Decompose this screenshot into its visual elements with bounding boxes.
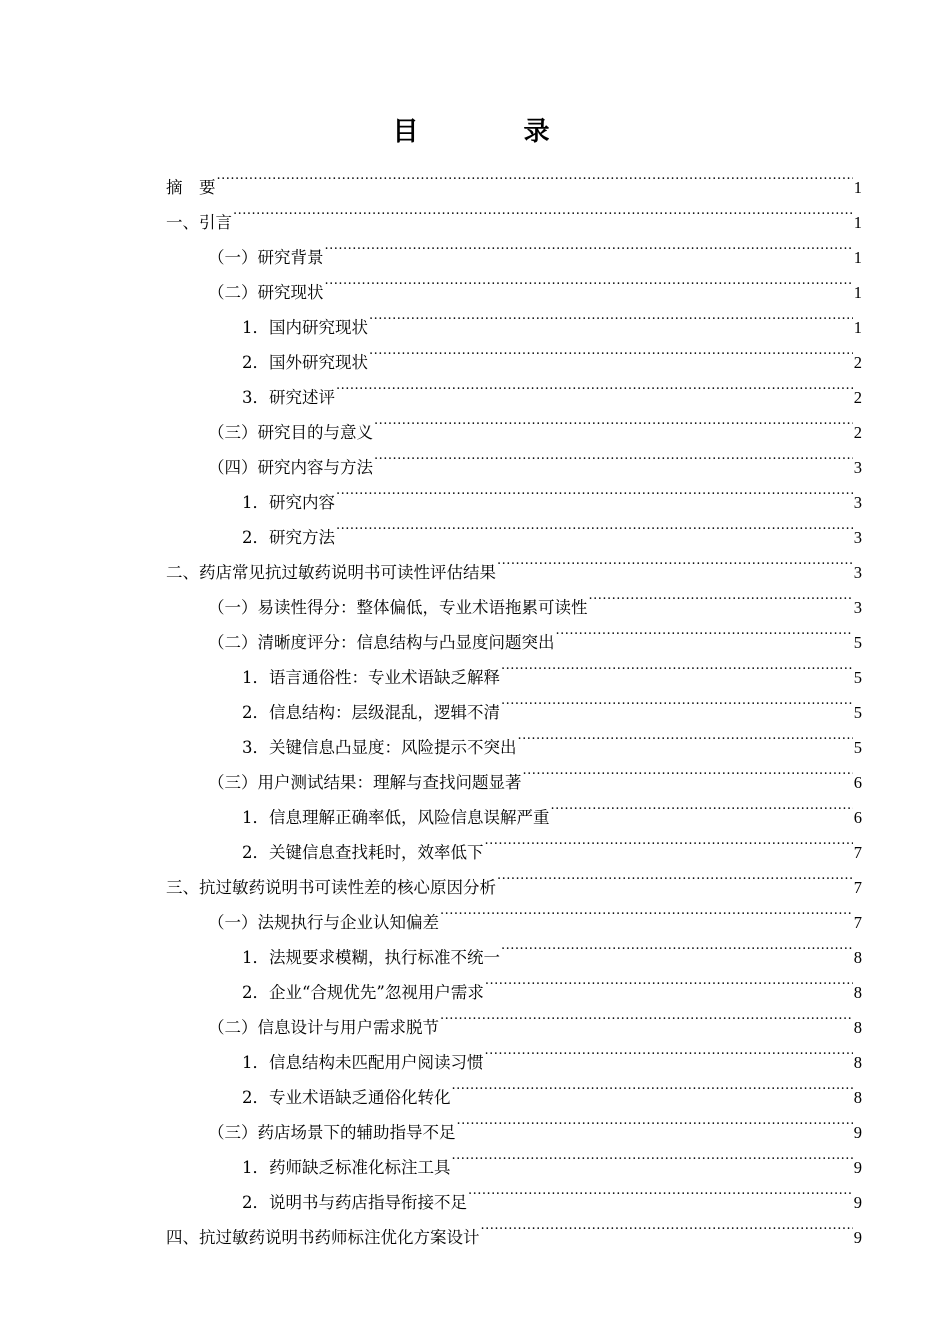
dot-leader [485, 823, 853, 858]
toc-entry-page-number: 3 [853, 528, 862, 547]
toc-entry-label: 1．信息理解正确率低，风险信息误解严重 [242, 808, 550, 827]
toc-entry-label: 二、药店常见抗过敏药说明书可读性评估结果 [166, 563, 496, 582]
toc-entry-label: 一、引言 [166, 213, 232, 232]
dot-leader [217, 158, 853, 193]
toc-entry-label: （二）研究现状 [208, 283, 324, 302]
dot-leader [336, 368, 853, 403]
toc-entry-label: 1．国内研究现状 [242, 318, 368, 337]
dot-leader [481, 1208, 853, 1243]
dot-leader [468, 1173, 853, 1208]
dot-leader [233, 193, 853, 228]
toc-entry-page-number: 1 [853, 318, 862, 337]
dot-leader [452, 1138, 853, 1173]
toc-entry-page-number: 1 [853, 283, 862, 302]
dot-leader [325, 263, 853, 298]
toc-entry-label: 1．语言通俗性：专业术语缺乏解释 [242, 668, 500, 687]
toc-entry-label: （三）用户测试结果：理解与查找问题显著 [208, 773, 522, 792]
toc-entry-page-number: 8 [853, 1053, 862, 1072]
dot-leader [440, 998, 853, 1033]
toc-entry-page-number: 5 [853, 738, 862, 757]
dot-leader [485, 963, 853, 998]
toc-entry-page-number: 7 [853, 843, 862, 862]
toc-entry-label: 1．研究内容 [242, 493, 335, 512]
toc-entry-label: 2．说明书与药店指导衔接不足 [242, 1193, 467, 1212]
toc-entry-page-number: 8 [853, 1018, 862, 1037]
toc-entry-label: 2．企业“合规优先”忽视用户需求 [242, 983, 484, 1002]
toc-entry[interactable] [166, 228, 862, 267]
toc-entry-label: 3．关键信息凸显度：风险提示不突出 [242, 738, 517, 757]
dot-leader [440, 893, 853, 928]
dot-leader [369, 333, 853, 368]
dot-leader [336, 473, 853, 508]
toc-entry-page-number: 6 [853, 808, 862, 827]
toc-entry-label: （二）信息设计与用户需求脱节 [208, 1018, 439, 1037]
toc-entry-page-number: 5 [853, 633, 862, 652]
toc-entry-label: 2．国外研究现状 [242, 353, 368, 372]
toc-entry-page-number: 1 [853, 248, 862, 267]
table-of-contents [166, 158, 862, 1247]
toc-entry-page-number: 8 [853, 948, 862, 967]
toc-entry-label: （一）法规执行与企业认知偏差 [208, 913, 439, 932]
toc-entry[interactable] [166, 158, 862, 197]
toc-entry-label: 2．关键信息查找耗时，效率低下 [242, 843, 484, 862]
toc-entry-page-number: 9 [853, 1158, 862, 1177]
dot-leader [485, 1033, 853, 1068]
toc-entry-page-number: 8 [853, 983, 862, 1002]
toc-entry-label: 摘 要 [166, 178, 216, 197]
toc-entry-label: （二）清晰度评分：信息结构与凸显度问题突出 [208, 633, 555, 652]
dot-leader [501, 928, 853, 963]
toc-entry-label: 2．研究方法 [242, 528, 335, 547]
dot-leader [497, 543, 853, 578]
toc-entry-label: 1．法规要求模糊，执行标准不统一 [242, 948, 500, 967]
toc-entry-page-number: 1 [853, 213, 862, 232]
toc-entry-page-number: 7 [853, 878, 862, 897]
toc-entry-label: 2．信息结构：层级混乱，逻辑不清 [242, 703, 500, 722]
toc-entry-label: 1．信息结构未匹配用户阅读习惯 [242, 1053, 484, 1072]
toc-entry[interactable] [166, 193, 862, 232]
toc-entry-page-number: 9 [853, 1193, 862, 1212]
toc-entry-label: 四、抗过敏药说明书药师标注优化方案设计 [166, 1228, 480, 1247]
toc-entry-page-number: 2 [853, 353, 862, 372]
toc-entry-label: （一）研究背景 [208, 248, 324, 267]
dot-leader [518, 718, 853, 753]
toc-entry-page-number: 9 [853, 1123, 862, 1142]
toc-entry-page-number: 5 [853, 668, 862, 687]
toc-entry-page-number: 3 [853, 493, 862, 512]
dot-leader [501, 648, 853, 683]
dot-leader [497, 858, 853, 893]
toc-entry-page-number: 1 [853, 178, 862, 197]
toc-entry-label: （四）研究内容与方法 [208, 458, 373, 477]
toc-entry-page-number: 3 [853, 598, 862, 617]
toc-title: 目 录 [392, 117, 598, 147]
toc-entry-page-number: 3 [853, 458, 862, 477]
dot-leader [452, 1068, 853, 1103]
toc-entry-page-number: 9 [853, 1228, 862, 1247]
toc-entry-label: 1．药师缺乏标准化标注工具 [242, 1158, 451, 1177]
dot-leader [336, 508, 853, 543]
dot-leader [374, 403, 853, 438]
dot-leader [369, 298, 853, 333]
toc-entry-page-number: 2 [853, 423, 862, 442]
toc-entry-label: 三、抗过敏药说明书可读性差的核心原因分析 [166, 878, 496, 897]
toc-entry-page-number: 5 [853, 703, 862, 722]
toc-entry-label: （一）易读性得分：整体偏低，专业术语拖累可读性 [208, 598, 588, 617]
dot-leader [501, 683, 853, 718]
dot-leader [523, 753, 853, 788]
dot-leader [374, 438, 853, 473]
dot-leader [589, 578, 853, 613]
toc-entry-label: 2．专业术语缺乏通俗化转化 [242, 1088, 451, 1107]
toc-entry-page-number: 2 [853, 388, 862, 407]
dot-leader [556, 613, 853, 648]
toc-entry-page-number: 8 [853, 1088, 862, 1107]
toc-entry-page-number: 6 [853, 773, 862, 792]
dot-leader [457, 1103, 853, 1138]
toc-entry-page-number: 7 [853, 913, 862, 932]
toc-entry-label: （三）研究目的与意义 [208, 423, 373, 442]
toc-entry-label: 3．研究述评 [242, 388, 335, 407]
toc-entry-label: （三）药店场景下的辅助指导不足 [208, 1123, 456, 1142]
dot-leader [551, 788, 853, 823]
dot-leader [325, 228, 853, 263]
toc-entry-page-number: 3 [853, 563, 862, 582]
